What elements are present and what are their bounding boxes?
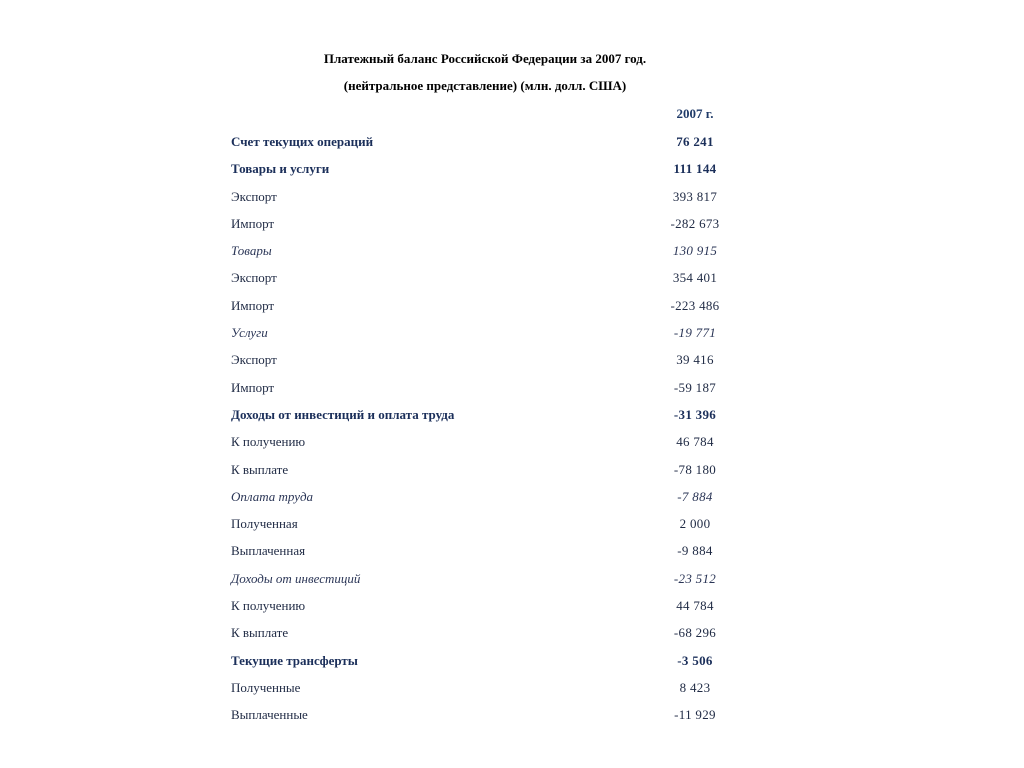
table-row (0, 319, 1024, 346)
row-value: -19 771 (673, 325, 717, 341)
row-value: -223 486 (670, 297, 720, 313)
row-value: -7 884 (677, 488, 713, 504)
row-value: 2 000 (679, 516, 711, 532)
row-value: 8 423 (679, 679, 711, 695)
balance-table (0, 128, 1024, 729)
column-header-year: 2007 г. (676, 106, 714, 121)
table-row (0, 537, 1024, 564)
row-label: Полученные (231, 679, 301, 695)
row-label: Доходы от инвестиций и оплата труда (231, 406, 455, 422)
table-row (0, 374, 1024, 401)
table-row (0, 592, 1024, 619)
row-label: Импорт (231, 379, 275, 395)
document-title: Платежный баланс Российской Федерации за 2007 год. (323, 51, 647, 66)
table-row (0, 183, 1024, 210)
row-label: Экспорт (231, 270, 277, 286)
row-value: 44 784 (676, 598, 714, 614)
row-label: Товары (231, 243, 272, 259)
document-subtitle: (нейтральное представление) (млн. долл. США) (343, 78, 627, 93)
row-label: Услуги (231, 325, 268, 341)
table-row (0, 483, 1024, 510)
row-value: -282 673 (670, 215, 720, 231)
table-row (0, 264, 1024, 291)
row-label: Импорт (231, 297, 275, 313)
row-label: Экспорт (231, 352, 277, 368)
row-value: -9 884 (677, 543, 713, 559)
row-value: 130 915 (672, 243, 718, 259)
table-row (0, 619, 1024, 646)
table-row (0, 346, 1024, 373)
row-value: 354 401 (672, 270, 718, 286)
table-row (0, 701, 1024, 728)
row-label: Товары и услуги (231, 161, 330, 177)
table-row (0, 565, 1024, 592)
row-value: -11 929 (674, 707, 716, 723)
row-label: Выплаченные (231, 707, 308, 723)
row-label: К получению (231, 598, 306, 614)
table-row (0, 210, 1024, 237)
row-label: Счет текущих операций (231, 134, 374, 149)
table-row (0, 510, 1024, 537)
row-label: Экспорт (231, 188, 277, 204)
row-value: -68 296 (673, 625, 717, 641)
table-row (0, 674, 1024, 701)
row-value: 39 416 (676, 352, 714, 368)
table-row (0, 428, 1024, 455)
table-row (0, 128, 1024, 155)
row-label: Полученная (231, 516, 298, 532)
table-row (0, 456, 1024, 483)
row-label: Выплаченная (231, 543, 306, 559)
table-row (0, 647, 1024, 674)
table-row (0, 237, 1024, 264)
table-row (0, 155, 1024, 182)
row-value: 76 241 (676, 134, 714, 149)
row-label: Текущие трансферты (231, 652, 358, 668)
row-value: 393 817 (672, 188, 718, 204)
row-label: К получению (231, 434, 306, 450)
row-label: К выплате (231, 461, 289, 477)
table-row (0, 292, 1024, 319)
row-value: -59 187 (673, 379, 717, 395)
row-value: 111 144 (673, 161, 717, 177)
row-label: Импорт (231, 215, 275, 231)
row-label: Доходы от инвестиций (231, 570, 361, 586)
row-label: К выплате (231, 625, 289, 641)
row-value: -23 512 (673, 570, 717, 586)
row-value: -78 180 (673, 461, 717, 477)
row-value: -31 396 (673, 406, 717, 422)
row-value: 46 784 (676, 434, 714, 450)
table-row (0, 401, 1024, 428)
row-value: -3 506 (677, 652, 713, 668)
row-label: Оплата труда (231, 488, 314, 504)
